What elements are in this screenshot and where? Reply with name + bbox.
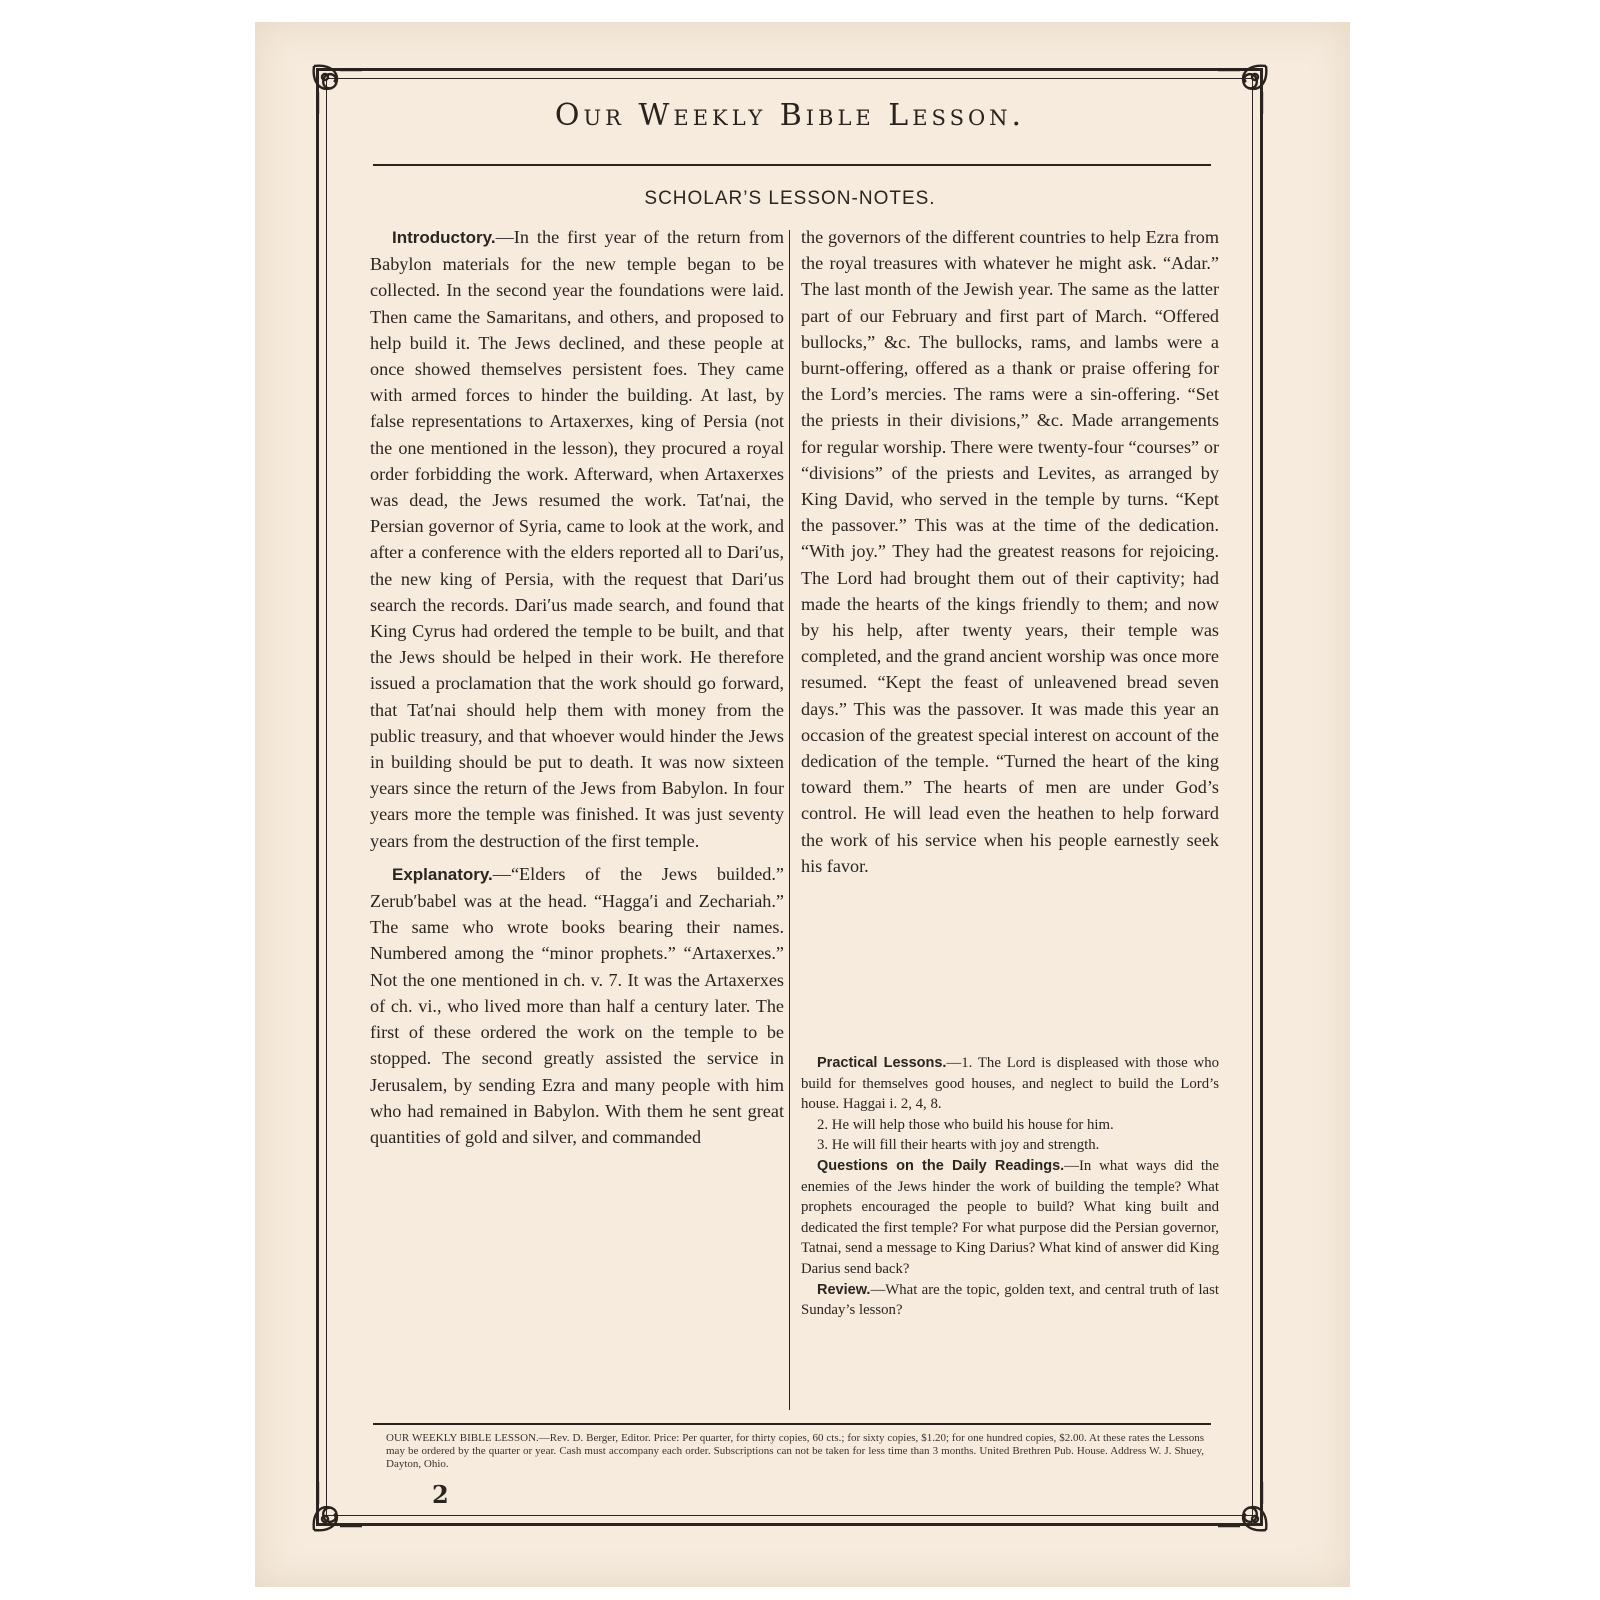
publisher-footer [386, 1432, 1204, 1471]
questions-text: —In what ways did the enemies of the Jews hinder the work of building the temple? What prophets encouraged the people to build? What king built and dedicated the first temple? For what purpose did the Persian governor, Tatnai, send a message to King Darius? What kind of answer did King Darius send back? [801, 1157, 1219, 1277]
review-text: —What are the topic, golden text, and central truth of last Sunday’s lesson? [801, 1281, 1219, 1319]
masthead-title: Our Weekly Bible Lesson. [554, 98, 1026, 133]
lessons-block [801, 1053, 1219, 1321]
explanatory-paragraph [370, 861, 784, 1150]
review-lead: Review. [817, 1281, 871, 1298]
practical-lead: Practical Lessons. [817, 1055, 947, 1071]
questions-paragraph [801, 1156, 1219, 1280]
questions-lead: Questions on the Daily Readings. [817, 1157, 1065, 1174]
explanatory-text-left: —“Elders of the Jews builded.” Zerub′babel was at the head. “Hagga′i and Zechariah.” The same who wrote books bearing their names. Numbered among the “minor prophets.” “Artaxerxes.” Not the one mentioned in ch. v. 7. It was the Artaxerxes of ch. vi., who lived more than half a century later. The first of these ordered the work on the temple to be stopped. The second greatly assisted the service in Jerusalem, by sending Ezra and many people with him who had remained in Babylon. With them he sent great quantities of gold and silver, and commanded [370, 863, 784, 1147]
practical-item-2: 2. He will help those who build his house for him. [817, 1116, 1114, 1133]
page-number: 2 [432, 1480, 449, 1509]
practical-lessons [801, 1053, 1219, 1115]
corner-ornament-icon [310, 1478, 366, 1534]
review-paragraph [801, 1280, 1219, 1321]
section-title: SCHOLAR’S LESSON-NOTES. [644, 188, 936, 209]
corner-ornament-icon [1214, 1478, 1270, 1534]
practical-item-1: —1. The Lord is displeased with those who build for themselves good houses, and neglect to build the Lord’s house. Haggai i. 2, 4, 8. [801, 1055, 1219, 1113]
explanatory-lead: Explanatory. [392, 864, 493, 884]
introductory-lead: Introductory. [392, 228, 496, 247]
column-divider [789, 230, 790, 1410]
explanatory-continued: the governors of the different countries to help Ezra from the royal treasures with whatever he might ask. “Adar.” The last month of the Jewish year. The same as the latter part of our February and first part of March. “Offered bullocks,” &c. The bullocks, rams, and lambs were a burnt-offering, offered as a thank or praise offering for the Lord’s mercies. The rams were a sin-offering. “Set the priests in their divisions,” &c. Made arrangements for regular worship. There were twenty-four “courses” or “divisions” of the priests and Levites, as arranged by King David, who served in the temple by turns. “Kept the passover.” This was at the time of the dedication. “With joy.” They had the greatest reasons for rejoicing. The Lord had brought them out of their captivity; had made the hearts of the kings friendly to them; and now by his help, after twenty years, their temple was completed, and the grand ancient worship was once more resumed. “Kept the feast of unleavened bread seven days.” This was the passover. It was made this year an occasion of the greatest special interest on account of the dedication of the temple. “Turned the heart of the king toward them.” The hearts of men are under God’s control. He will lead even the heathen to help forward the work of his service when his people earnestly seek his favor. [801, 227, 1219, 876]
right-column [801, 224, 1219, 879]
introductory-paragraph [370, 224, 784, 854]
footer-text: OUR WEEKLY BIBLE LESSON.—Rev. D. Berger, Editor. Price: Per quarter, for thirty copies, 60 cts.; for sixty copies, $1.20; for one hundred copies, $2.00. At these rates the Lessons may be ordered by the quarter or year. Cash must accompany each order. Subscriptions can not be taken for less time than 3 months. United Brethren Pub. House. Address W. J. Shuey, Dayton, Ohio. [386, 1432, 1204, 1470]
left-column [370, 224, 784, 1150]
practical-item-3: 3. He will fill their hearts with joy and strength. [817, 1137, 1100, 1154]
masthead-rule [373, 164, 1211, 166]
footer-rule [373, 1423, 1211, 1425]
introductory-text: —In the first year of the return from Babylon materials for the new temple began to be collected. In the second year the foundations were laid. Then came the Samaritans, and others, and proposed to help build it. The Jews declined, and these people at once showed themselves persistent foes. They came with armed forces to hinder the building. At last, by false representations to Artaxerxes, king of Persia (not the one mentioned in the lesson), they procured a royal order forbidding the work. Afterward, when Artaxerxes was dead, the Jews resumed the work. Tat′nai, the Persian governor of Syria, came to look at the work, and after a conference with the elders reported all to Dari′us, the new king of Persia, with the request that Dari′us search the records. Dari′us made search, and found that King Cyrus had ordered the temple to be built, and that the Jews should be helped in their work. He therefore issued a proclamation that the work should go forward, that Tat′nai should help them with money from the public treasury, and that whoever would hinder the Jews in building should be put to death. It was now sixteen years since the return of the Jews from Babylon. In four years more the temple was finished. It was just seventy years from the destruction of the first temple. [370, 227, 784, 851]
